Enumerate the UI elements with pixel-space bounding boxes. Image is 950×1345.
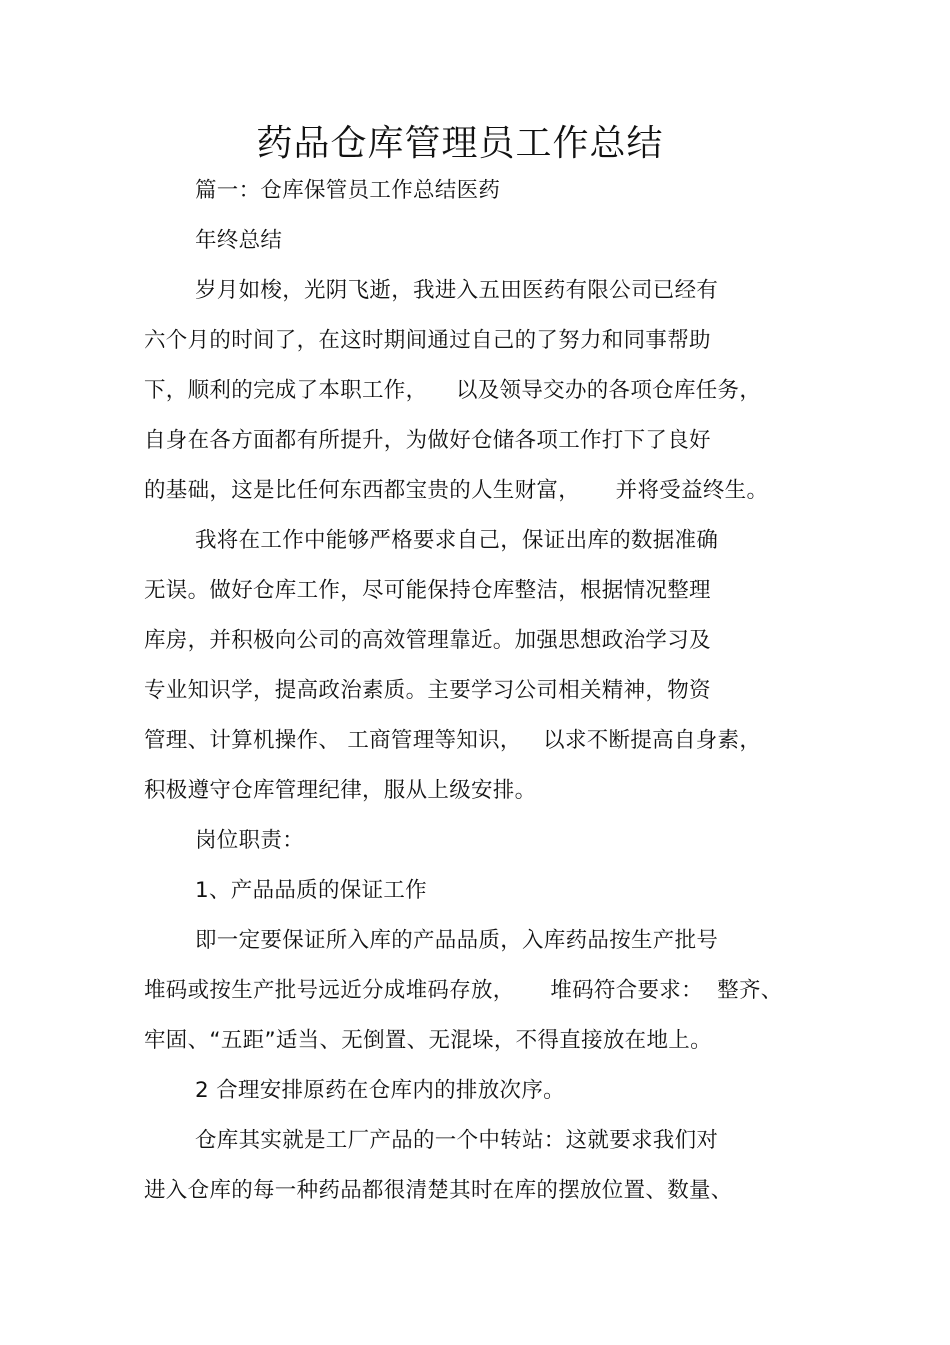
paragraph-line: 2 合理安排原药在仓库内的排放次序。	[195, 1078, 565, 1103]
document-title: 药品仓库管理员工作总结	[256, 123, 664, 164]
paragraph-line: 自身在各方面都有所提升，为做好仓储各项工作打下了良好	[144, 428, 711, 453]
paragraph-line: 下，顺利的完成了本职工作， 以及领导交办的各项仓库任务，	[144, 378, 762, 403]
paragraph-line: 六个月的时间了，在这时期间通过自己的了努力和同事帮助	[144, 328, 711, 353]
paragraph-line: 积极遵守仓库管理纪律，服从上级安排。	[144, 778, 537, 803]
paragraph-line: 篇一：仓库保管员工作总结医药	[195, 178, 501, 203]
paragraph-line: 1、产品品质的保证工作	[195, 878, 427, 903]
paragraph-line: 进入仓库的每一种药品都很清楚其时在库的摆放位置、数量、	[144, 1178, 733, 1203]
paragraph-line: 岗位职责：	[195, 828, 305, 853]
paragraph-line: 库房，并积极向公司的高效管理靠近。加强思想政治学习及	[144, 628, 711, 653]
paragraph-line: 我将在工作中能够严格要求自己，保证出库的数据准确	[195, 528, 719, 553]
paragraph-line: 管理、计算机操作、 工商管理等知识， 以求不断提高自身素，	[144, 728, 762, 753]
paragraph-line: 牢固、“五距”适当、无倒置、无混垛，不得直接放在地上。	[144, 1028, 712, 1053]
paragraph-line: 即一定要保证所入库的产品品质，入库药品按生产批号	[195, 928, 719, 953]
paragraph-line: 年终总结	[195, 228, 283, 253]
paragraph-line: 堆码或按生产批号远近分成堆码存放， 堆码符合要求： 整齐、	[144, 978, 783, 1003]
paragraph-line: 的基础，这是比任何东西都宝贵的人生财富， 并将受益终生。	[144, 478, 769, 503]
paragraph-line: 专业知识学，提高政治素质。主要学习公司相关精神，物资	[144, 678, 711, 703]
paragraph-line: 仓库其实就是工厂产品的一个中转站：这就要求我们对	[195, 1128, 719, 1153]
paragraph-line: 岁月如梭，光阴飞逝，我进入五田医药有限公司已经有	[195, 278, 719, 303]
paragraph-line: 无误。做好仓库工作，尽可能保持仓库整洁，根据情况整理	[144, 578, 711, 603]
